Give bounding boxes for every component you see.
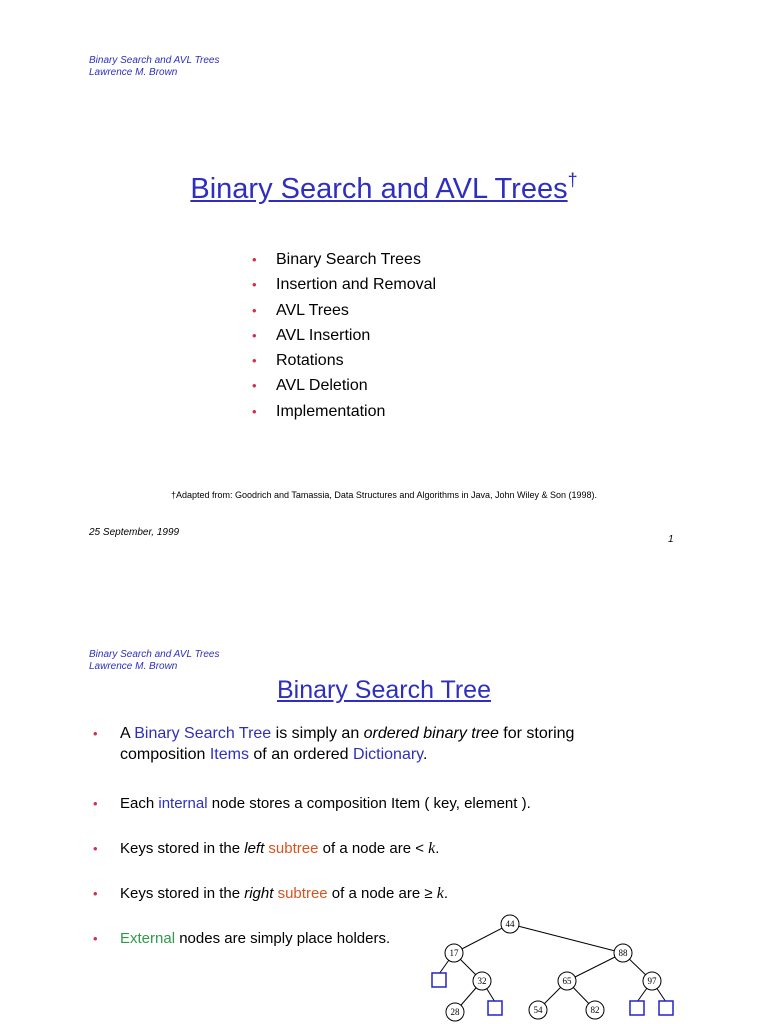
term-binary-search-tree: Binary Search Tree (134, 725, 272, 742)
bullet: • (93, 796, 98, 811)
text: of a node are < (318, 840, 429, 857)
header-author: Lawrence M. Brown (89, 661, 178, 672)
tree-node-label: 97 (647, 976, 657, 986)
bullet-text (120, 723, 574, 765)
term-items: Items (209, 746, 249, 763)
text: Each (120, 795, 159, 812)
term-subtree: subtree (277, 885, 328, 902)
tree-node-label: 44 (505, 919, 515, 929)
toc-item-label: AVL Deletion (276, 377, 368, 395)
tree-node-label: 28 (450, 1007, 460, 1017)
slide2-header (89, 649, 219, 673)
bullet: • (93, 886, 98, 901)
toc-item-label: Rotations (276, 352, 344, 370)
term-ordered-binary-tree: ordered binary tree (363, 725, 499, 742)
footnote: †Adapted from: Goodrich and Tamassia, Data Structures and Algorithms in Java, John Wiley & Son (1998). (170, 490, 598, 500)
term-subtree: subtree (268, 840, 319, 857)
toc-item-label: Binary Search Trees (276, 251, 421, 268)
bullet-internal-node (93, 793, 531, 814)
bullet-left-subtree (93, 838, 439, 859)
external-node (630, 1001, 644, 1015)
bullet: • (252, 277, 257, 293)
title-text: Binary Search and AVL Trees (190, 173, 568, 205)
external-node (659, 1001, 673, 1015)
bullet: • (252, 327, 257, 343)
text: of a node are ≥ (327, 885, 437, 902)
text: nodes are simply place holders. (175, 930, 391, 947)
toc-item-label: AVL Trees (276, 301, 349, 319)
text: Keys stored in the (120, 885, 245, 902)
term-left: left (244, 840, 265, 857)
external-node (432, 973, 446, 987)
text: Keys stored in the (120, 840, 245, 857)
text: . (443, 885, 449, 902)
var-k: k (436, 885, 444, 902)
bullet: • (252, 252, 257, 267)
text: is simply an (271, 725, 364, 742)
toc-list (252, 250, 436, 427)
list-item (252, 376, 436, 401)
term-dictionary: Dictionary (353, 746, 423, 763)
bst-diagram (420, 910, 690, 1024)
slide-date: 25 September, 1999 (89, 527, 180, 538)
tree-edge (510, 924, 623, 953)
text: for storing (498, 725, 575, 742)
bullet: • (252, 353, 257, 369)
text: . (422, 746, 428, 763)
bullet-text (120, 793, 531, 814)
tree-node-label: 32 (477, 976, 487, 986)
list-item (252, 402, 436, 427)
header-title: Binary Search and AVL Trees (89, 55, 220, 66)
list-item (252, 250, 436, 275)
list-item (252, 326, 436, 351)
tree-node-label: 54 (533, 1005, 543, 1015)
bullet-text (120, 838, 439, 859)
header-author: Lawrence M. Brown (89, 67, 178, 78)
tree-node-label: 88 (618, 948, 628, 958)
header-title: Binary Search and AVL Trees (89, 649, 220, 660)
list-item (252, 301, 436, 326)
external-node (488, 1001, 502, 1015)
bullet: • (252, 378, 257, 394)
list-item (252, 351, 436, 376)
tree-node-label: 82 (590, 1005, 600, 1015)
text: of an ordered (248, 746, 354, 763)
term-external: External (120, 930, 176, 947)
list-item (252, 275, 436, 300)
term-right: right (244, 885, 274, 902)
bullet-bst-definition (93, 723, 574, 765)
bullet-text (120, 928, 390, 949)
bullet-external-nodes (93, 928, 390, 949)
term-internal: internal (158, 795, 208, 812)
bullet: • (93, 931, 98, 946)
text: node stores a composition Item ( key, element ). (207, 795, 531, 812)
bullet: • (252, 403, 257, 419)
text: A (120, 725, 135, 742)
tree-node-label: 65 (562, 976, 572, 986)
toc-item-label: Insertion and Removal (276, 276, 437, 294)
tree-node-label: 17 (449, 948, 459, 958)
text: . (435, 840, 440, 857)
text: composition (120, 746, 210, 763)
bullet: • (252, 302, 257, 318)
var-k: k (428, 840, 436, 857)
title-footnote-mark: † (567, 170, 578, 190)
toc-item-label: Implementation (276, 402, 386, 420)
bullet-text (120, 883, 448, 904)
bullet: • (93, 841, 98, 856)
slide1-title (0, 170, 768, 206)
bullet: • (93, 726, 98, 741)
page-number: 1 (668, 534, 674, 545)
slide2-title: Binary Search Tree (277, 676, 491, 704)
slide1-header (89, 55, 219, 79)
toc-item-label: AVL Insertion (276, 326, 371, 344)
bullet-right-subtree (93, 883, 448, 904)
